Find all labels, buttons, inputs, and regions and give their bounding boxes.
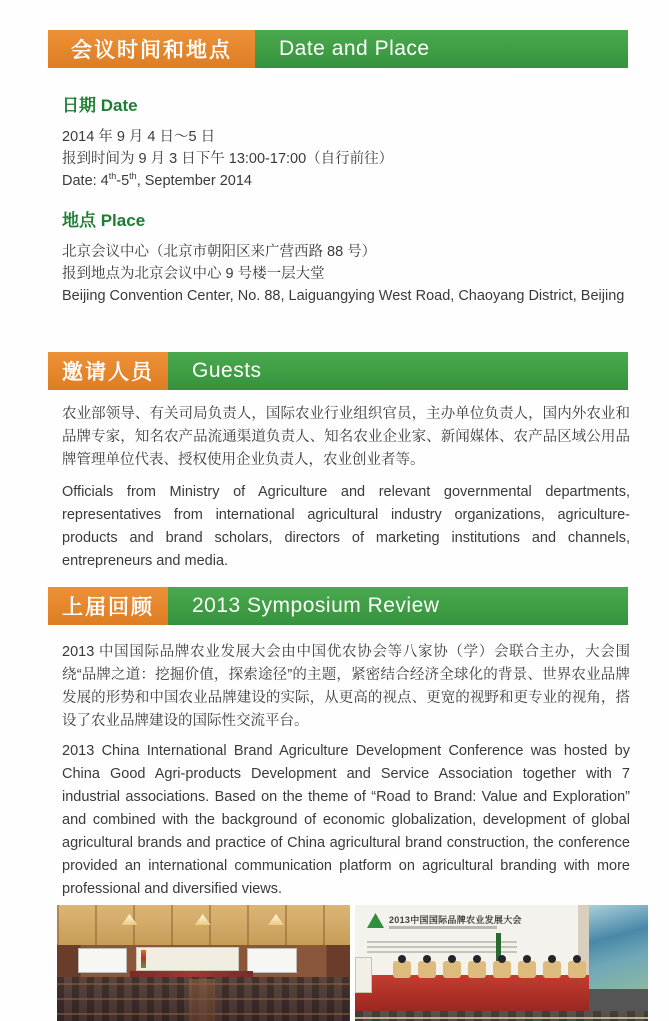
place-line-zh-2: 报到地点为北京会议中心 9 号楼一层大堂 (62, 266, 325, 282)
photo-panel-discussion (355, 905, 648, 1021)
banner-review (48, 587, 628, 625)
panelist-chair (393, 961, 411, 978)
place-subheading: 地点 Place (62, 211, 146, 230)
banner-guests-zh-label: 邀请人员 (48, 352, 168, 390)
ballroom-ceiling (57, 905, 350, 945)
banner-guests (48, 352, 628, 390)
backdrop-subtitle-line (389, 926, 497, 929)
review-paragraph-en: 2013 China International Brand Agriculture Development Conference was hosted by China Good Agri-products Development and Service Association together with 7 industrial associations. Based on the theme of “Road to Brand: Value and Exploration” and combined with the background of economic globalization, development of global agricultural brands and practice of China agricultural brand construction, the conference provided an international communication platform on agricultural branding with more professional and diversified views. (62, 743, 630, 897)
guests-section (62, 403, 630, 573)
panelist-chair (418, 961, 436, 978)
chandelier-icon (121, 914, 137, 925)
date-line-zh-2: 报到时间为 9 月 3 日下午 13:00-17:00（自行前往） (62, 151, 394, 167)
banner-date-and-place (48, 30, 628, 68)
date-line-zh-1: 2014 年 9 月 4 日～5 日 (62, 129, 216, 145)
date-place-section (62, 95, 630, 307)
banner-guests-en-label: Guests (168, 352, 628, 390)
place-line-en: Beijing Convention Center, No. 88, Laiguangying West Road, Chaoyang District, Beijing (62, 288, 625, 304)
review-section (62, 641, 630, 901)
date-line-en (62, 170, 630, 192)
date-en-part2: -5 (116, 173, 130, 189)
conference-logo-icon (367, 913, 384, 928)
projection-screen-right (247, 948, 297, 973)
guests-paragraph-zh: 农业部领导、有关司局负责人，国际农业行业组织官员，主办单位负责人，国内外农业和品牌专家，知名农产品流通渠道负责人、知名农业企业家、新闻媒体、农产品区域公用品牌管理单位代表、授权使用企业负责人，农业创业者等。 (62, 406, 630, 468)
date-lines (62, 126, 630, 192)
place-lines (62, 241, 630, 307)
backdrop-title: 2013中国国际品牌农业发展大会 (389, 915, 522, 925)
conference-photos (57, 905, 648, 1021)
backdrop-artwork (141, 950, 146, 968)
backdrop-text-lines (367, 939, 517, 953)
side-display-screen (589, 905, 648, 989)
stage-backdrop (136, 947, 239, 971)
photo-audience-hall (57, 905, 350, 1021)
panelist-chair (468, 961, 486, 978)
panelist-chair (518, 961, 536, 978)
chandelier-icon (268, 914, 284, 925)
panelist-chair (493, 961, 511, 978)
banner-date-place-zh-label: 会议时间和地点 (48, 30, 255, 68)
banner-review-en-label: 2013 Symposium Review (168, 587, 628, 625)
date-subheading: 日期 Date (62, 96, 138, 115)
banner-date-place-en-label: Date and Place (255, 30, 628, 68)
date-en-part3: , September 2014 (136, 173, 252, 189)
place-line-zh-1: 北京会议中心（北京市朝阳区来广营西路 88 号） (62, 244, 377, 260)
chandelier-icon (195, 914, 211, 925)
guests-paragraph-en: Officials from Ministry of Agriculture and relevant governmental departments, representatives from international agricultural industry organizations, agriculture-products and brand scholars, directors of marketing institutions and channels, entrepreneurs and media. (62, 484, 630, 569)
date-en-sup2: th (129, 171, 137, 182)
red-carpet-stage (355, 975, 589, 1011)
panelist-chair (568, 961, 586, 978)
center-aisle (189, 979, 215, 1021)
podium (355, 957, 372, 993)
panelist-chair (543, 961, 561, 978)
date-en-sup1: th (108, 171, 117, 182)
audience-area (355, 1011, 648, 1021)
panelist-chairs (393, 961, 575, 978)
date-en-part1: Date: 4 (62, 173, 109, 189)
panelist-chair (443, 961, 461, 978)
review-paragraph-zh: 2013 中国国际品牌农业发展大会由中国优农协会等八家协（学）会联合主办，大会围绕“品牌之道：挖掘价值，探索途径”的主题，紧密结合经济全球化的背景、世界农业品牌发展的形势和中国农业品牌建设的实际，从更高的视点、更宽的视野和更专业的视角，搭设了农业品牌建设的国际性交流平台。 (62, 644, 630, 729)
banner-review-zh-label: 上届回顾 (48, 587, 168, 625)
projection-screen-left (78, 948, 128, 973)
